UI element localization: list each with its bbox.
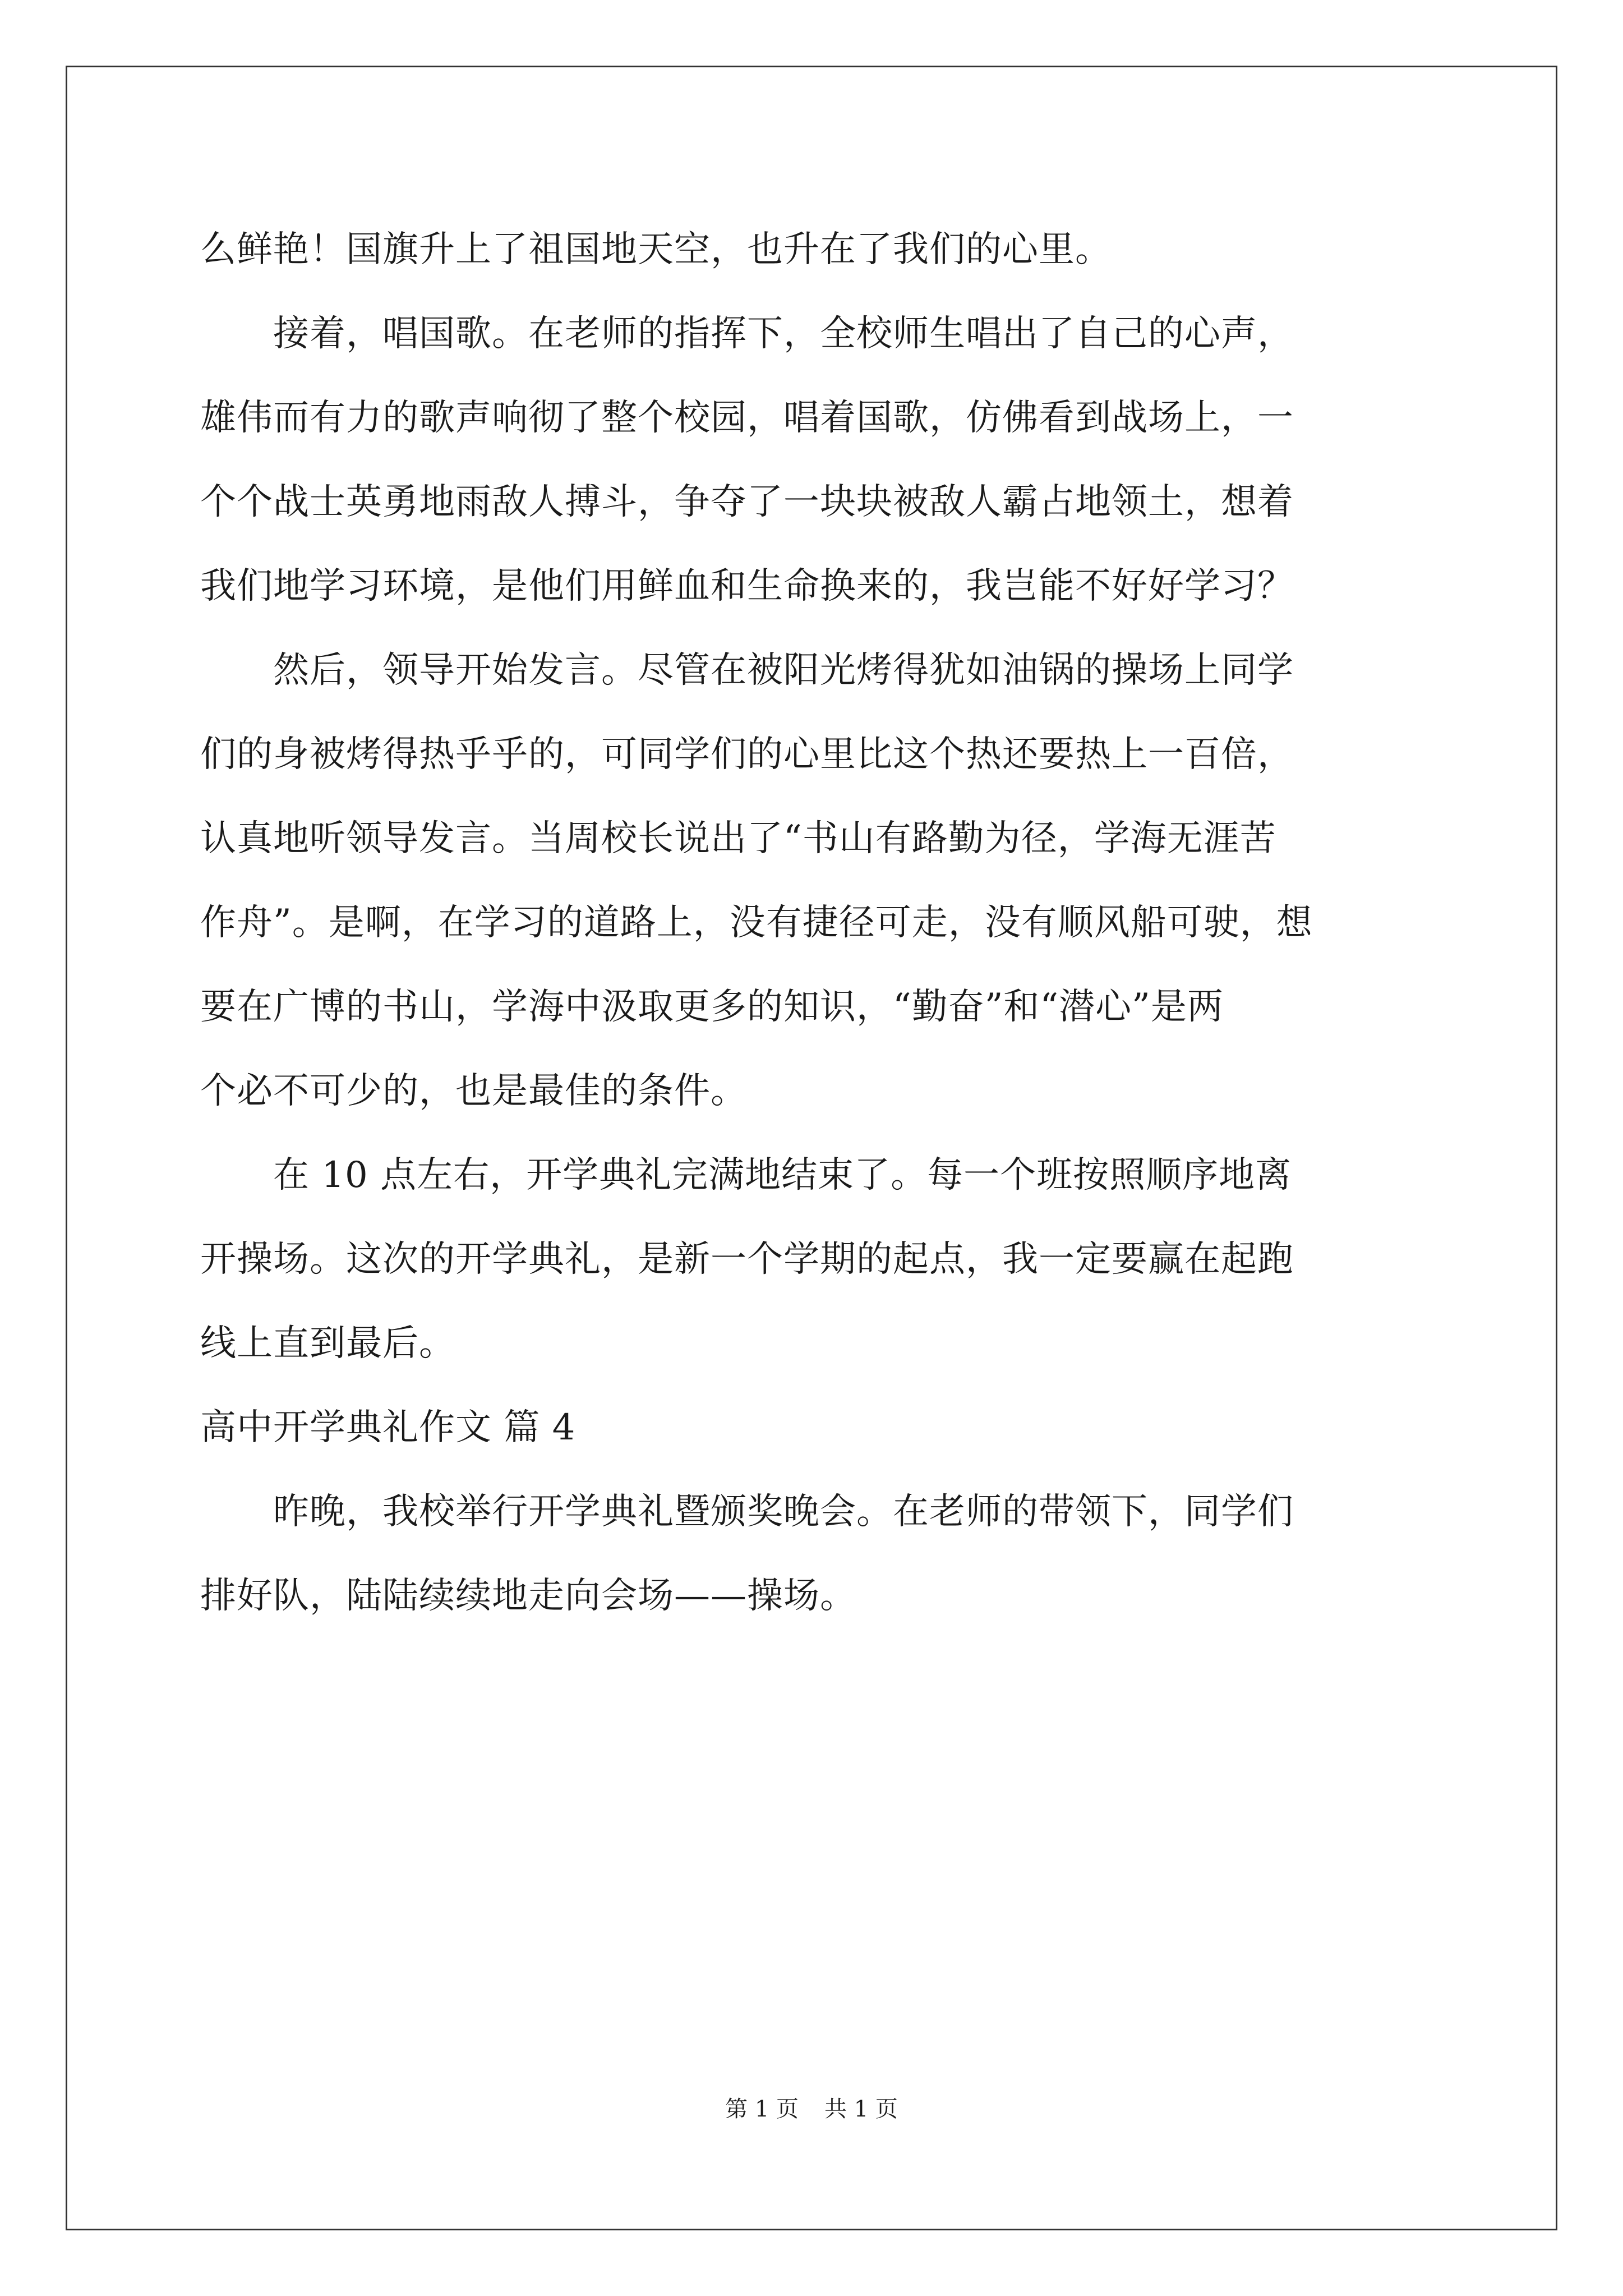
- text-line-9: 作舟”。是啊，在学习的道路上，没有捷径可走，没有顺风船可驶，想: [200, 902, 1313, 944]
- page-footer: [0, 2095, 1623, 2123]
- text-line-14: 线上直到最后。: [200, 1323, 455, 1364]
- page-number: 第 1 页: [725, 2096, 799, 2122]
- text-line-11: 个必不可少的，也是最佳的条件。: [200, 1070, 747, 1112]
- text-line-8: 认真地听领导发言。当周校长说出了“书山有路勤为径，学海无涯苦: [200, 818, 1276, 859]
- text-line-2: 接着，唱国歌。在老师的指挥下，全校师生唱出了自己的心声，: [273, 313, 1294, 355]
- document-body: [200, 208, 1428, 1638]
- page-total: 共 1 页: [824, 2096, 898, 2122]
- text-line-1: 么鲜艳！国旗升上了祖国地天空，也升在了我们的心里。: [200, 229, 1112, 270]
- text-line-4: 个个战士英勇地雨敌人搏斗，争夺了一块块被敌人霸占地领土，想着: [200, 481, 1294, 523]
- section-heading: 高中开学典礼作文 篇 4: [200, 1407, 576, 1448]
- text-line-5: 我们地学习环境，是他们用鲜血和生命换来的，我岂能不好好学习？: [200, 565, 1294, 607]
- text-line-12: 在 10 点左右，开学典礼完满地结束了。每一个班按照顺序地离: [273, 1154, 1292, 1196]
- text-line-17: 排好队，陆陆续续地走向会场——操场。: [200, 1575, 856, 1617]
- text-line-10: 要在广博的书山，学海中汲取更多的知识，“勤奋”和“潜心”是两: [200, 986, 1224, 1028]
- text-line-6: 然后，领导开始发言。尽管在被阳光烤得犹如油锅的操场上同学: [273, 650, 1294, 691]
- text-line-3: 雄伟而有力的歌声响彻了整个校园，唱着国歌，仿佛看到战场上，一: [200, 397, 1294, 439]
- text-line-13: 开操场。这次的开学典礼，是新一个学期的起点，我一定要赢在起跑: [200, 1239, 1294, 1280]
- text-line-7: 们的身被烤得热乎乎的，可同学们的心里比这个热还要热上一百倍，: [200, 734, 1294, 775]
- text-line-16: 昨晚，我校举行开学典礼暨颁奖晚会。在老师的带领下，同学们: [273, 1491, 1294, 1533]
